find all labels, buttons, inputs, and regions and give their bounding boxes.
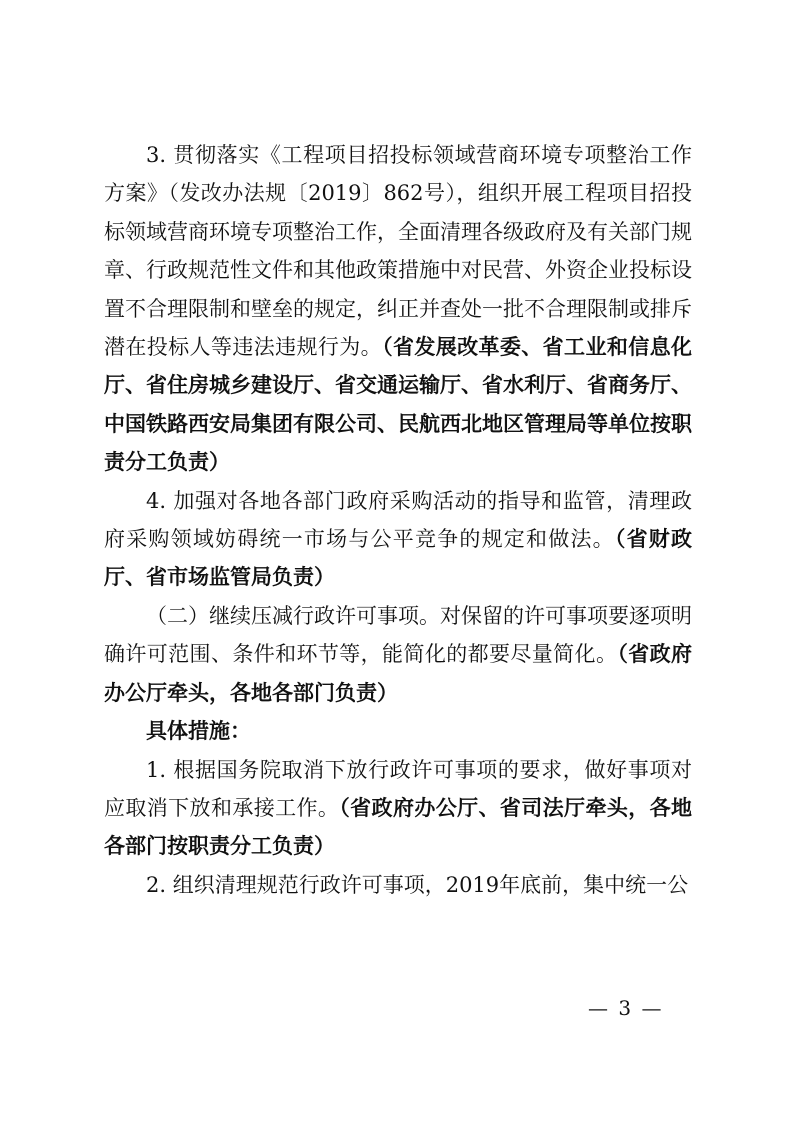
document-body bbox=[104, 136, 692, 904]
paragraph bbox=[104, 136, 692, 482]
responsible-units: （省政府办公厅牵头，各地各部门负责） bbox=[104, 641, 693, 705]
responsible-units: （省政府办公厅、省司法厅牵头，各地各部门按职责分工负责） bbox=[104, 794, 693, 859]
responsible-units: （省发展改革委、省工业和信息化厅、省住房城乡建设厅、省交通运输厅、省水利厅、省商务厅、中国铁路西安局集团有限公司、民航西北地区管理局等单位按职责分工负责） bbox=[104, 334, 693, 475]
paragraph bbox=[104, 751, 692, 866]
section-heading: 具体措施： bbox=[146, 718, 251, 744]
paragraph bbox=[104, 482, 692, 597]
responsible-units: （省财政厅、省市场监管局负责） bbox=[104, 526, 693, 590]
paragraph-text: （二）继续压减行政许可事项。对保留的许可事项要逐项明确许可范围、条件和环节等，能简化的都要尽量简化。 bbox=[104, 603, 692, 667]
paragraph-text: 2. 组织清理规范行政许可事项，2019年底前，集中统一公 bbox=[146, 872, 689, 897]
paragraph-text: 1. 根据国务院取消下放行政许可事项的要求，做好事项对应取消下放和承接工作。 bbox=[104, 757, 692, 820]
paragraph-text: 3. 贯彻落实《工程项目招投标领域营商环境专项整治工作方案》（发改办法规〔2019〕862号），组织开展工程项目招投标领域营商环境专项整治工作，全面清理各级政府及有关部门规章、行政规范性文件和其他政策措施中对民营、外资企业投标设置不合理限制和壁垒的规定，纠正并查处一批不合理限制或排斥潜在投标人等违法违规行为。 bbox=[104, 143, 692, 360]
page-number: — 3 — bbox=[588, 996, 664, 1020]
paragraph bbox=[104, 866, 692, 904]
paragraph-text: 4. 加强对各地各部门政府采购活动的指导和监管，清理政府采购领域妨碍统一市场与公平竞争的规定和做法。 bbox=[104, 488, 692, 552]
paragraph bbox=[104, 597, 692, 712]
paragraph bbox=[104, 712, 692, 750]
